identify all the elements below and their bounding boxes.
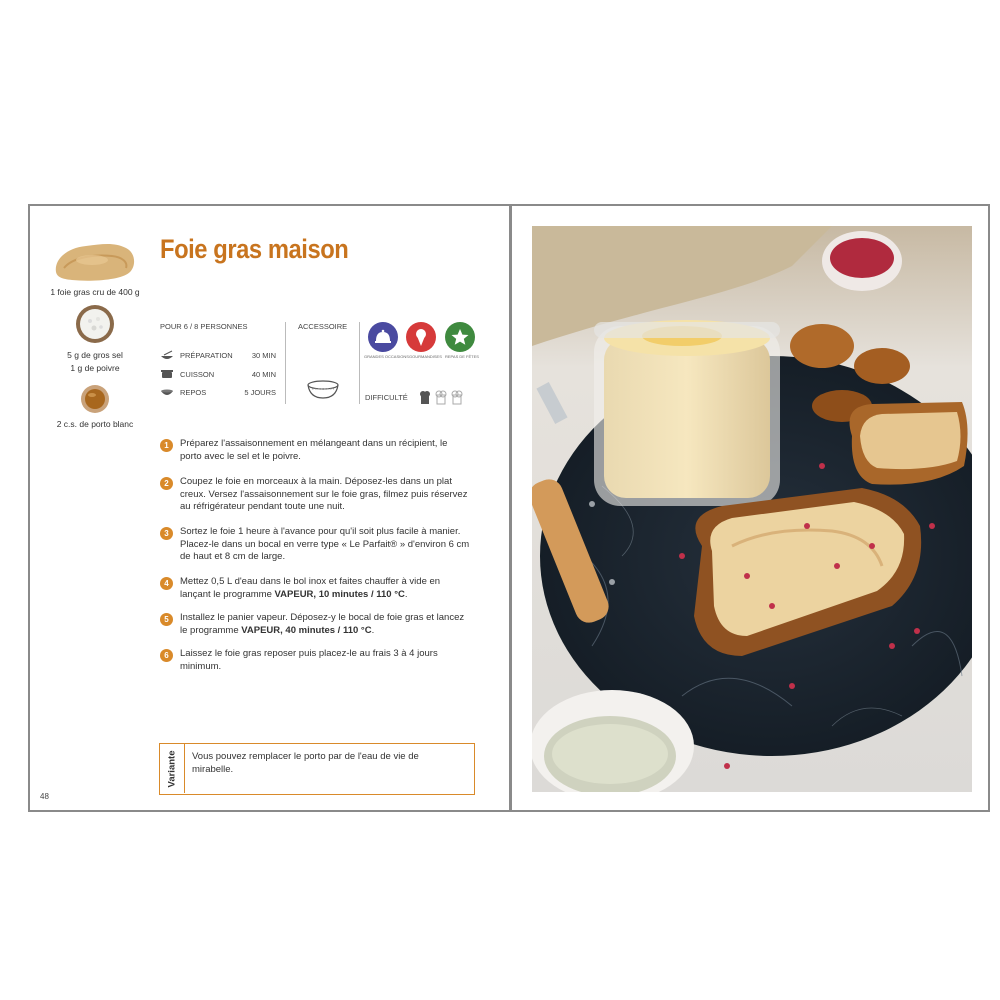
step-2: [160, 476, 470, 514]
separator: [285, 322, 286, 404]
step-number: 4: [160, 577, 173, 590]
badge-caption: GOURMANDISES: [409, 354, 442, 359]
step-5: [160, 612, 470, 637]
cookbook-spread: [28, 204, 990, 812]
page-number: 48: [40, 792, 49, 801]
recipe-page: [30, 206, 509, 810]
variante-text: Vous pouvez remplacer le porto par de l'eau de vie de mirabelle.: [192, 751, 419, 775]
step-number: 3: [160, 527, 173, 540]
separator: [359, 322, 360, 404]
pot-icon: [160, 369, 174, 379]
variante-label: Variante: [166, 750, 178, 788]
ingredient-salt: [30, 303, 160, 375]
difficulty: [365, 390, 466, 406]
step-text: Installez le panier vapeur. Déposez-y le bocal de foie gras et lancez le programme VAPEUR, 40 minutes / 110 °C.: [180, 612, 465, 636]
ingredient-label: 1 g de poivre: [70, 363, 120, 373]
variante-box: [159, 743, 475, 795]
ingredient-label: 1 foie gras cru de 400 g: [50, 287, 140, 297]
step-text: Préparez l'assaisonnement en mélangeant dans un récipient, le porto avec le sel et le poivre.: [180, 438, 448, 462]
step-number: 1: [160, 439, 173, 452]
step-1: [160, 438, 470, 463]
info-row-repos: [160, 385, 276, 399]
step-text: Sortez le foie 1 heure à l'avance pour qu'il soit plus facile à manier. Placez-le dans un bocal en verre type « Le Parfait® » d'environ 6 cm de haut et 8 cm de large.: [180, 526, 470, 562]
info-label: REPOS: [180, 387, 207, 397]
variante-label-cell: [160, 744, 185, 793]
badge-caption: REPAS DE FÊTES: [445, 354, 479, 359]
cloche-icon: [368, 322, 398, 352]
coarse-salt-image: [74, 303, 116, 345]
info-label: PRÉPARATION: [180, 350, 233, 360]
step-number: 5: [160, 613, 173, 626]
steamer-basket-icon: [306, 376, 340, 400]
info-row-cuisson: [160, 367, 276, 381]
foie-gras-dish-photo: [532, 226, 972, 792]
info-value: 30 MIN: [251, 350, 276, 360]
star-icon: [445, 322, 475, 352]
step-number: 6: [160, 649, 173, 662]
accessory-heading: ACCESSOIRE: [298, 322, 348, 331]
info-row-preparation: [160, 348, 276, 362]
ingredient-foie-gras: [30, 238, 160, 299]
step-number: 2: [160, 477, 173, 490]
step-4: [160, 576, 470, 601]
white-port-image: [80, 384, 110, 414]
chef-hat-icon: [418, 390, 466, 406]
ice-cream-icon: [406, 322, 436, 352]
info-value: 40 MIN: [251, 369, 276, 379]
step-text: Laissez le foie gras reposer puis placez-le au frais 3 à 4 jours minimum.: [180, 648, 438, 672]
whisk-icon: [160, 350, 174, 360]
step-text: Coupez le foie en morceaux à la main. Déposez-les dans un plat creux. Versez l'assaisonnement sur le foie gras, filmez puis réservez au réfrigérateur pendant toute une nuit.: [180, 476, 468, 512]
step-6: [160, 648, 470, 673]
badge-caption: GRANDES OCCASIONS: [364, 354, 409, 359]
servings-label: POUR 6 / 8 PERSONNES: [160, 322, 248, 331]
info-label: CUISSON: [180, 369, 215, 379]
foie-gras-image: [52, 238, 138, 284]
difficulty-label: DIFFICULTÉ: [365, 392, 408, 402]
ingredient-label: 5 g de gros sel: [67, 350, 123, 360]
step-text: Mettez 0,5 L d'eau dans le bol inox et faites chauffer à vide en lançant le programme VAPEUR, 10 minutes / 110 °C.: [180, 576, 441, 600]
ingredient-label: 2 c.s. de porto blanc: [56, 419, 134, 429]
photo-page: [512, 206, 988, 810]
step-3: [160, 526, 470, 564]
page-title: Foie gras maison: [160, 234, 349, 264]
ingredient-port: [30, 384, 160, 431]
info-value: 5 JOURS: [244, 387, 276, 397]
dish-icon: [160, 387, 174, 397]
